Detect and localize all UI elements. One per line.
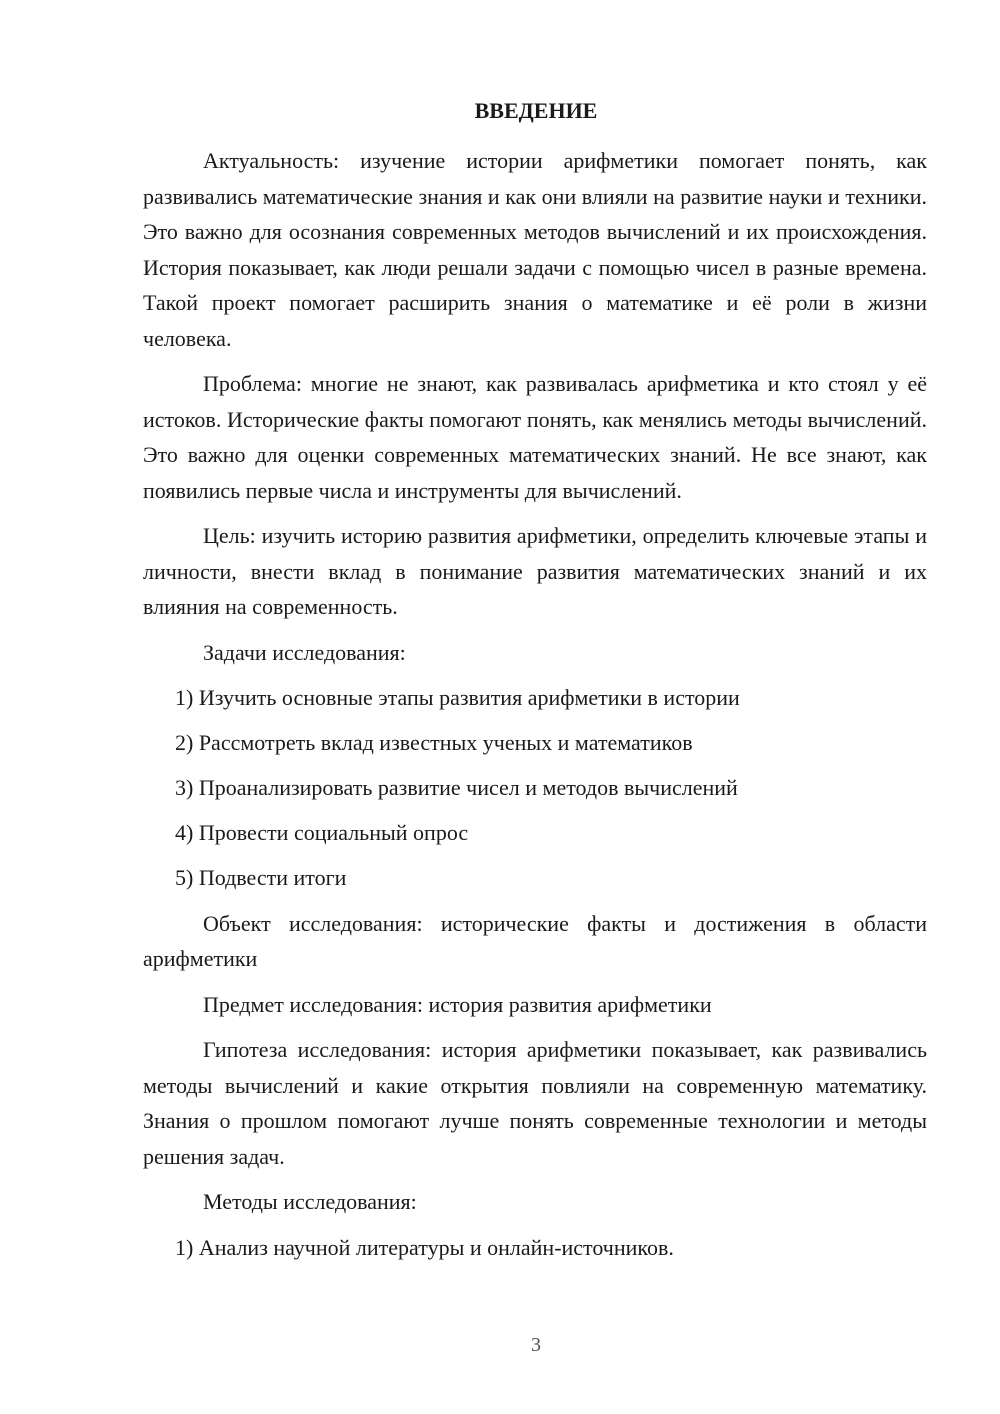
methods-heading: Методы исследования: xyxy=(203,1189,417,1214)
paragraph-relevance: Актуальность: изучение истории арифметики помогает понять, как развивались математические знания и как они влияли на развитие науки и техники. Это важно для осознания современных методов вычислений и их происхождения. История показывает, как люди решали задачи с помощью чисел в разные времена. Такой проект помогает расширить знания о математике и её роли в жизни человека. xyxy=(143,148,927,351)
list-item: 1) Анализ научной литературы и онлайн-источников. xyxy=(175,1234,674,1260)
tasks-list xyxy=(143,680,927,896)
paragraph-hypothesis: Гипотеза исследования: история арифметики показывает, как развивались методы вычислений и какие открытия повлияли на современную математику. Знания о прошлом помогают лучше понять современные технологии и методы решения задач. xyxy=(143,1037,927,1169)
list-item: 3) Проанализировать развитие чисел и методов вычислений xyxy=(175,775,738,800)
paragraph-object: Объект исследования: исторические факты и достижения в области арифметики xyxy=(143,910,927,971)
paragraph-subject: Предмет исследования: история развития арифметики xyxy=(203,991,712,1017)
list-item: 1) Изучить основные этапы развития арифметики в истории xyxy=(175,685,740,710)
page-number: 3 xyxy=(531,1334,541,1356)
paragraph-goal: Цель: изучить историю развития арифметики, определить ключевые этапы и личности, внести вклад в понимание развития математических знаний и их влияния на современность. xyxy=(143,523,927,619)
paragraph-problem: Проблема: многие не знают, как развивалась арифметика и кто стоял у её истоков. Исторические факты помогают понять, как менялись методы вычислений. Это важно для оценки современных математических знаний. Не все знают, как появились первые числа и инструменты для вычислений. xyxy=(143,371,927,503)
methods-list xyxy=(143,1230,927,1266)
page-title: ВВЕДЕНИЕ xyxy=(474,98,598,123)
document-body xyxy=(143,143,927,1275)
tasks-heading: Задачи исследования: xyxy=(203,639,406,665)
list-item: 5) Подвести итоги xyxy=(175,865,347,890)
list-item: 4) Провести социальный опрос xyxy=(175,820,469,845)
list-item: 2) Рассмотреть вклад известных ученых и математиков xyxy=(175,730,693,755)
